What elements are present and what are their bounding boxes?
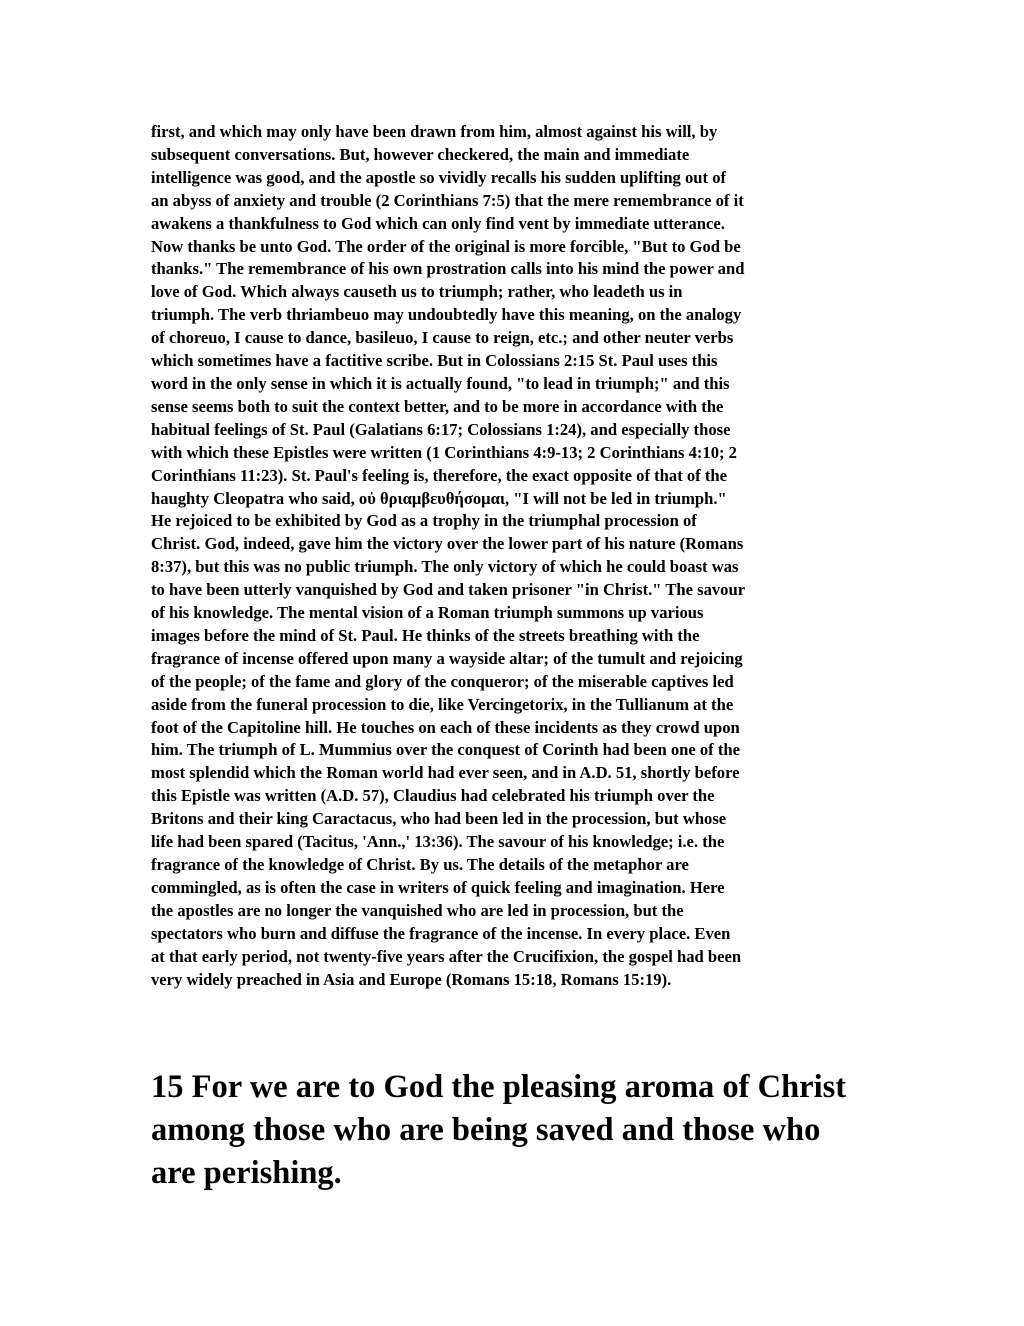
commentary-line: life had been spared (Tacitus, 'Ann.,' 13:36). The savour of his knowledge; i.e. the (151, 832, 725, 852)
commentary-line: him. The triumph of L. Mummius over the conquest of Corinth had been one of the (151, 740, 740, 760)
commentary-line: very widely preached in Asia and Europe (Romans 15:18, Romans 15:19). (151, 969, 672, 989)
commentary-line: foot of the Capitoline hill. He touches on each of these incidents as they crowd upon (151, 717, 740, 737)
commentary-line: of the people; of the fame and glory of the conqueror; of the miserable captives led (151, 671, 734, 691)
commentary-line: Corinthians 11:23). St. Paul's feeling is, therefore, the exact opposite of that of the (151, 465, 727, 485)
commentary-line: triumph. The verb thriambeuo may undoubtedly have this meaning, on the analogy (151, 305, 742, 325)
commentary-line: fragrance of the knowledge of Christ. By us. The details of the metaphor are (151, 855, 689, 874)
commentary-line: subsequent conversations. But, however checkered, the main and immediate (151, 144, 690, 164)
commentary-line: this Epistle was written (A.D. 57), Claudius had celebrated his triumph over the (151, 786, 715, 806)
commentary-line: sense seems both to suit the context better, and to be more in accordance with the (151, 396, 724, 416)
commentary-line: 8:37), but this was no public triumph. The only victory of which he could boast was (151, 557, 739, 577)
commentary-line: love of God. Which always causeth us to triumph; rather, who leadeth us in (151, 282, 683, 302)
commentary-line: of choreuo, I cause to dance, basileuo, I cause to reign, etc.; and other neuter verbs (151, 328, 734, 348)
verse-line: 15 For we are to God the pleasing aroma of Christ (151, 1069, 847, 1105)
commentary-line: He rejoiced to be exhibited by God as a trophy in the triumphal procession of (151, 511, 697, 531)
commentary-line: most splendid which the Roman world had ever seen, and in A.D. 51, shortly before (151, 763, 740, 783)
commentary-line: word in the only sense in which it is actually found, "to lead in triumph;" and this (151, 373, 730, 393)
commentary-line: aside from the funeral procession to die, like Vercingetorix, in the Tullianum at the (151, 694, 734, 714)
verse-heading (151, 1066, 891, 1195)
commentary-line: awakens a thankfulness to God which can only find vent by immediate utterance. (151, 213, 725, 233)
commentary-line: an abyss of anxiety and trouble (2 Corinthians 7:5) that the mere remembrance of it (151, 190, 744, 210)
commentary-line: of his knowledge. The mental vision of a Roman triumph summons up various (151, 603, 704, 623)
commentary-line: Britons and their king Caractacus, who had been led in the procession, but whose (151, 809, 727, 829)
commentary-line: commingled, as is often the case in writers of quick feeling and imagination. Here (151, 877, 725, 897)
commentary-line: at that early period, not twenty-five years after the Crucifixion, the gospel had been (151, 946, 742, 966)
verse-line: among those who are being saved and those who (151, 1112, 821, 1148)
commentary-line: Christ. God, indeed, gave him the victory over the lower part of his nature (Romans (151, 534, 744, 554)
commentary-line: with which these Epistles were written (1 Corinthians 4:9-13; 2 Corinthians 4:10; 2 (151, 442, 737, 462)
commentary-line: first, and which may only have been drawn from him, almost against his will, by (151, 122, 718, 141)
commentary-paragraph (151, 121, 875, 991)
commentary-line: which sometimes have a factitive scribe. But in Colossians 2:15 St. Paul uses this (151, 351, 718, 371)
commentary-line: intelligence was good, and the apostle so vividly recalls his sudden uplifting out of (151, 167, 727, 187)
commentary-line: fragrance of incense offered upon many a wayside altar; of the tumult and rejoicing (151, 648, 743, 668)
commentary-line: haughty Cleopatra who said, οὐ θριαμβευθήσομαι, "I will not be led in triumph." (151, 488, 727, 508)
commentary-line: thanks." The remembrance of his own prostration calls into his mind the power and (151, 259, 745, 279)
commentary-line: habitual feelings of St. Paul (Galatians 6:17; Colossians 1:24), and especially those (151, 419, 731, 439)
commentary-line: Now thanks be unto God. The order of the original is more forcible, "But to God be (151, 236, 741, 256)
verse-line: are perishing. (151, 1155, 342, 1191)
commentary-line: the apostles are no longer the vanquished who are led in procession, but the (151, 900, 684, 920)
commentary-line: spectators who burn and diffuse the fragrance of the incense. In every place. Even (151, 923, 731, 943)
commentary-line: to have been utterly vanquished by God and taken prisoner "in Christ." The savour (151, 580, 746, 600)
commentary-line: images before the mind of St. Paul. He thinks of the streets breathing with the (151, 625, 700, 645)
